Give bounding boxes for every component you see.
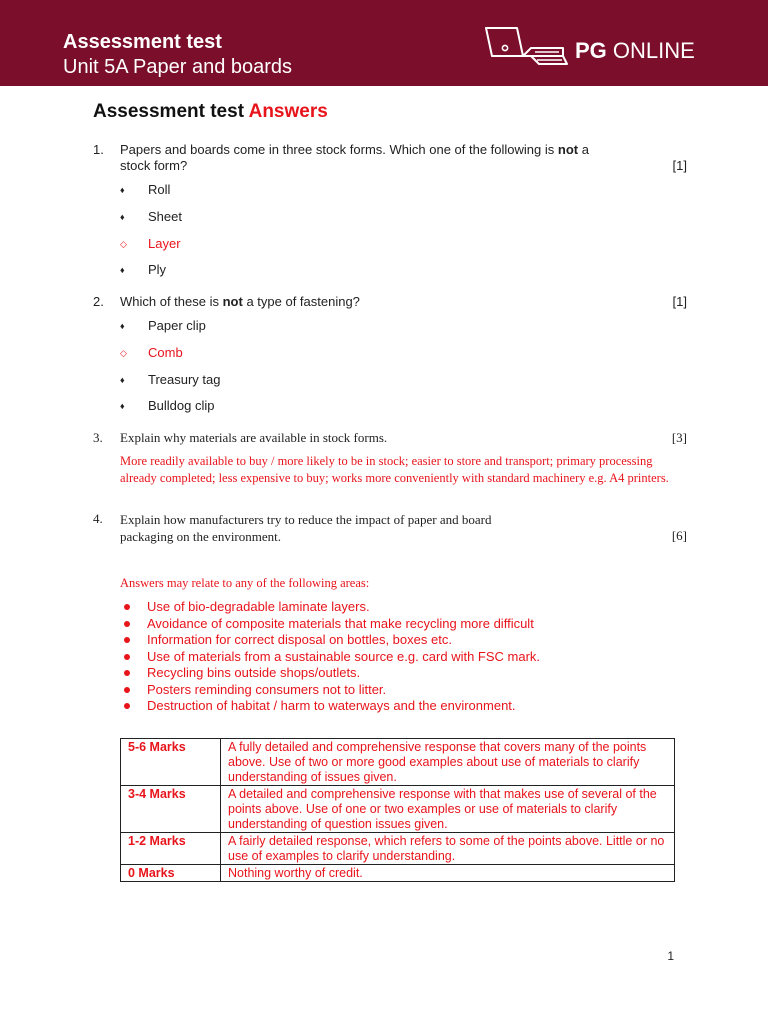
brand-name [575, 38, 695, 64]
question-text-part: a type of fastening? [242, 294, 360, 309]
diamond-bullet-icon: ♦ [120, 265, 125, 275]
table-cell-marks: 0 Marks [121, 865, 221, 882]
laptop-icon [483, 26, 569, 74]
diamond-bullet-icon: ♦ [120, 212, 125, 222]
question-marks: [1] [672, 294, 687, 309]
brand-name-light: ONLINE [606, 38, 695, 63]
question-text: Explain how manufacturers try to reduce the impact of paper and board packaging on the environment. [120, 512, 492, 544]
table-row [121, 739, 675, 786]
table-cell-marks: 1-2 Marks [121, 833, 221, 865]
question-number: 4. [93, 511, 103, 526]
list-item-text: Use of bio-degradable laminate layers. [147, 599, 370, 614]
bullet-dot-icon [124, 654, 130, 660]
header-banner [0, 0, 768, 86]
question-marks: [1] [672, 158, 687, 173]
option-label: Sheet [148, 209, 182, 224]
diamond-bullet-icon: ♦ [120, 185, 125, 195]
table-cell-description: A detailed and comprehensive response with that makes use of several of the points above. Use of one or two examples or use of materials to clarify understanding of question issues given. [221, 786, 675, 833]
question-3 [0, 430, 768, 448]
list-item [120, 599, 680, 616]
table-cell-marks: 3-4 Marks [121, 786, 221, 833]
page-title-accent: Answers [248, 101, 328, 122]
hollow-diamond-bullet-icon: ◇ [120, 348, 127, 358]
table-cell-description: Nothing worthy of credit. [221, 865, 675, 882]
bullet-dot-icon [124, 670, 130, 676]
question-text [120, 294, 590, 310]
question-4 [0, 511, 768, 545]
question-text [120, 142, 590, 174]
question-text: Explain why materials are available in stock forms. [120, 430, 388, 445]
header-subtitle: Unit 5A Paper and boards [63, 56, 293, 78]
option-label: Ply [148, 262, 167, 277]
list-item-text: Information for correct disposal on bottles, boxes etc. [147, 632, 452, 647]
list-item-text: Posters reminding consumers not to litter. [147, 681, 387, 697]
list-item [120, 698, 680, 715]
diamond-bullet-icon: ♦ [120, 375, 125, 385]
list-item [120, 682, 680, 699]
header-title: Assessment test [63, 31, 222, 53]
page-number: 1 [667, 949, 674, 963]
table-row [121, 786, 675, 833]
question-1 [0, 142, 768, 182]
question-text-emphasis: not [222, 294, 243, 309]
list-item [120, 616, 680, 633]
question-marks: [3] [671, 430, 687, 445]
option-label: Comb [148, 345, 183, 360]
list-item-text: Recycling bins outside shops/outlets. [147, 665, 361, 680]
table-row [121, 833, 675, 865]
bullet-dot-icon [124, 604, 130, 610]
option-label: Treasury tag [148, 372, 221, 387]
answer-text: More readily available to buy / more likely to be in stock; easier to store and transport; primary processing already completed; less expensive to buy; works more conveniently with standard machinery e.g. A4 printers. [120, 454, 669, 485]
question-number: 1. [93, 142, 104, 157]
option-label: Roll [148, 182, 171, 197]
list-item-text: Destruction of habitat / harm to waterways and the environment. [147, 698, 516, 713]
page-title [93, 101, 328, 123]
answer-areas-list [120, 599, 680, 715]
bullet-dot-icon [124, 703, 130, 709]
answer-intro: Answers may relate to any of the following areas: [120, 576, 370, 590]
question-number: 2. [93, 294, 104, 309]
list-item [120, 649, 680, 666]
bullet-dot-icon [124, 687, 130, 693]
page-title-main: Assessment test [93, 101, 249, 122]
table-row [121, 865, 675, 882]
mark-scheme-table [120, 738, 675, 882]
brand-logo [483, 26, 703, 74]
list-item-text: Use of materials from a sustainable source e.g. card with FSC mark. [147, 648, 541, 664]
question-text-emphasis: not [557, 142, 579, 157]
diamond-bullet-icon: ♦ [120, 321, 125, 331]
question-number: 3. [93, 430, 103, 445]
question-marks: [6] [671, 528, 687, 543]
bullet-dot-icon [124, 637, 130, 643]
list-item [120, 665, 680, 682]
option-label: Layer [148, 236, 181, 251]
hollow-diamond-bullet-icon: ◇ [120, 239, 127, 249]
table-cell-description: A fully detailed and comprehensive response that covers many of the points above. Use of two or more good examples about use of materials to clarify understanding of issues given. [221, 739, 675, 786]
question-text-part: Papers and boards come in three stock forms. Which one of the following is [120, 142, 558, 157]
table-cell-marks: 5-6 Marks [121, 739, 221, 786]
question-text-part: Which of these is [120, 294, 223, 309]
bullet-dot-icon [124, 621, 130, 627]
diamond-bullet-icon: ♦ [120, 401, 125, 411]
question-2 [0, 294, 768, 314]
brand-name-bold: PG [575, 38, 607, 63]
option-label: Bulldog clip [148, 398, 215, 413]
table-cell-description: A fairly detailed response, which refers to some of the points above. Little or no use of examples to clarify understanding. [221, 833, 675, 865]
option-label: Paper clip [148, 318, 206, 333]
list-item [120, 632, 680, 649]
list-item-text: Avoidance of composite materials that make recycling more difficult [147, 615, 534, 631]
question-text-part: a stock form? [120, 142, 589, 173]
